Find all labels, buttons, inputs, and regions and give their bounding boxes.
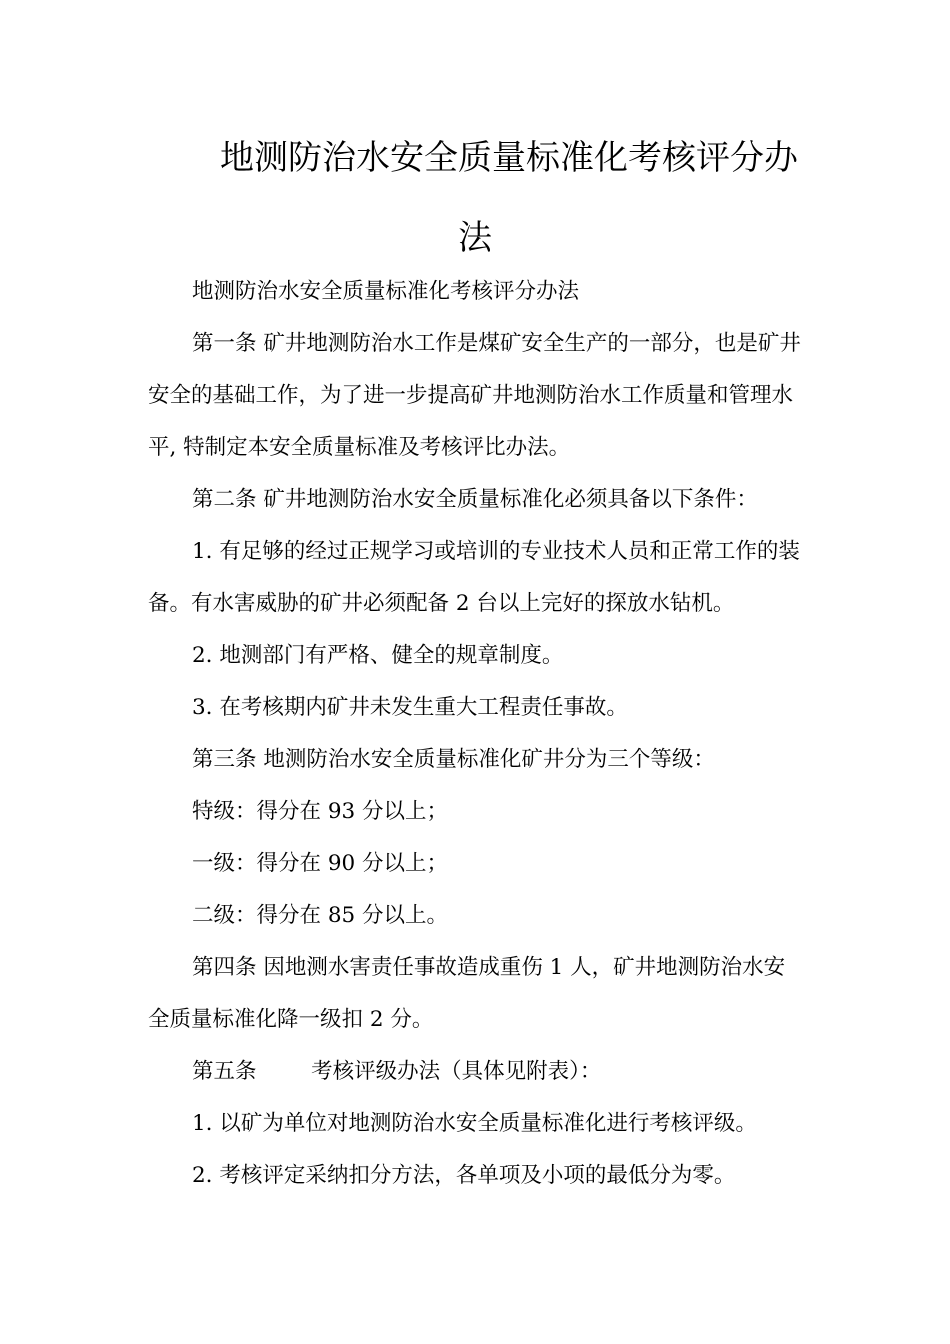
paragraph-grade-second: 二级：得分在 85 分以上。 <box>192 903 449 928</box>
paragraph-method-1: 1. 以矿为单位对地测防治水安全质量标准化进行考核评级。 <box>192 1111 757 1136</box>
paragraph-condition-3: 3. 在考核期内矿井未发生重大工程责任事故。 <box>192 695 628 720</box>
document-title-text: 地测防治水安全质量标准化考核评分办法 <box>220 138 798 258</box>
paragraph-grade-first: 一级：得分在 90 分以上； <box>192 851 449 876</box>
paragraph-article-5: 第五条 考核评级办法（具体见附表）： <box>192 1059 602 1084</box>
paragraph-grade-special: 特级：得分在 93 分以上； <box>192 799 449 824</box>
paragraph-condition-1: 1. 有足够的经过正规学习或培训的专业技术人员和正常工作的装备。有水害威胁的矿井必须配备 2 台以上完好的探放水钻机。 <box>148 539 800 616</box>
paragraph-heading: 地测防治水安全质量标准化考核评分办法 <box>192 279 580 304</box>
paragraph-article-4: 第四条 因地测水害责任事故造成重伤 1 人，矿井地测防治水安全质量标准化降一级扣 2 分。 <box>148 955 786 1032</box>
paragraph-article-3: 第三条 地测防治水安全质量标准化矿井分为三个等级： <box>192 747 715 772</box>
paragraph-condition-2: 2. 地测部门有严格、健全的规章制度。 <box>192 643 564 668</box>
document-body <box>148 266 802 1202</box>
paragraph-article-2: 第二条 矿井地测防治水安全质量标准化必须具备以下条件： <box>192 487 758 512</box>
paragraph-method-2: 2. 考核评定采纳扣分方法，各单项及小项的最低分为零。 <box>192 1163 736 1188</box>
document-title <box>148 118 802 278</box>
paragraph-article-1: 第一条 矿井地测防治水工作是煤矿安全生产的一部分，也是矿井安全的基础工作，为了进一步提高矿井地测防治水工作质量和管理水平, 特制定本安全质量标准及考核评比办法。 <box>148 331 801 460</box>
